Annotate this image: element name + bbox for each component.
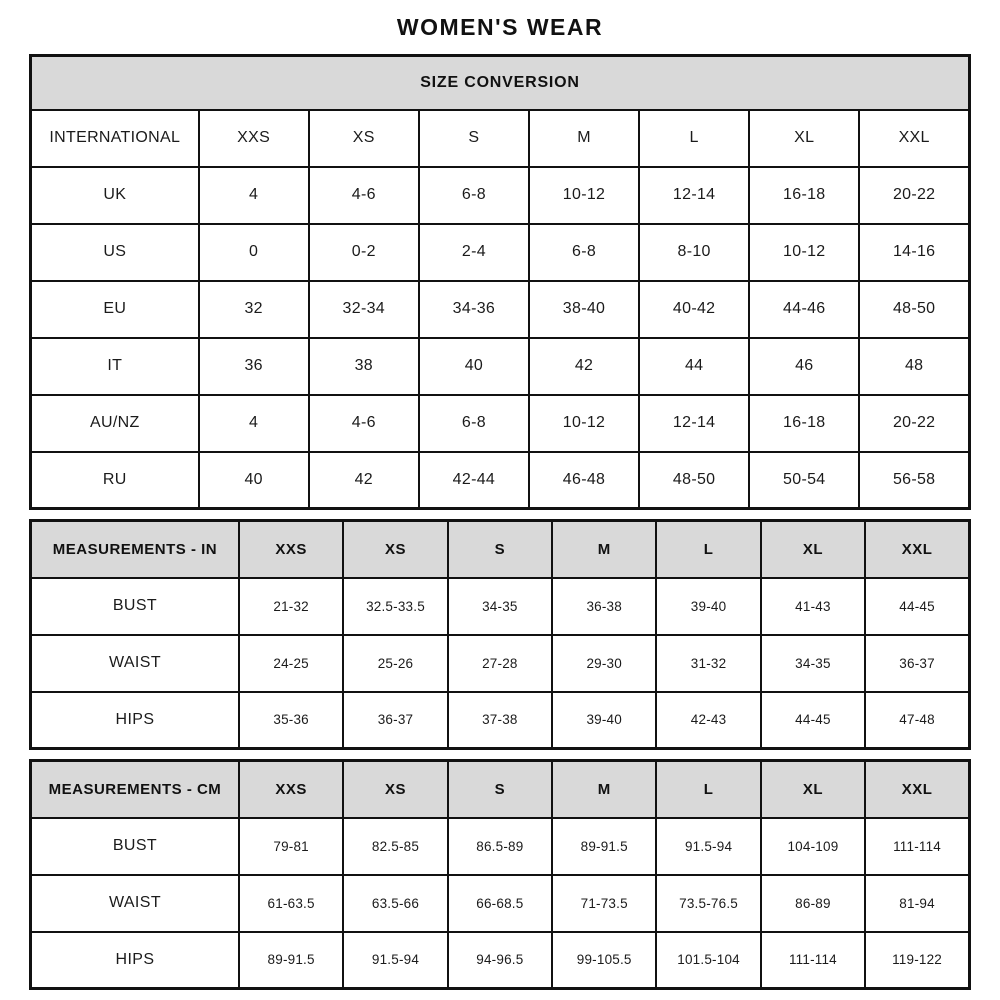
measurements-cm-cell-hips-l: 101.5-104 [656, 932, 760, 989]
measurements-cm-table [29, 759, 971, 990]
measurements-in-cell-hips-m: 39-40 [552, 692, 656, 749]
size-conversion-cell-au-nz-s: 6-8 [419, 395, 529, 452]
size-conversion-row-us [31, 224, 970, 281]
measurements-in-cell-hips-xxs: 35-36 [239, 692, 343, 749]
size-conversion-cell-ru-xl: 50-54 [749, 452, 859, 509]
size-conversion-cell-au-nz-xl: 16-18 [749, 395, 859, 452]
measurements-in-cell-waist-xl: 34-35 [761, 635, 865, 692]
size-conversion-cell-ru-xxs: 40 [199, 452, 309, 509]
size-conversion-cell-it-m: 42 [529, 338, 639, 395]
measurements-in-header-row [31, 521, 970, 578]
measurements-in-cell-hips-s: 37-38 [448, 692, 552, 749]
size-conversion-row-eu [31, 281, 970, 338]
measurements-cm-row-label-waist: WAIST [31, 875, 239, 932]
measurements-cm-cell-hips-xs: 91.5-94 [343, 932, 447, 989]
size-conversion-row-it [31, 338, 970, 395]
size-conversion-cell-au-nz-xs: 4-6 [309, 395, 419, 452]
size-conversion-column-header-m: M [529, 110, 639, 167]
measurements-cm-cell-hips-xxs: 89-91.5 [239, 932, 343, 989]
measurements-cm-cell-waist-xl: 86-89 [761, 875, 865, 932]
size-conversion-cell-ru-l: 48-50 [639, 452, 749, 509]
size-conversion-cell-uk-m: 10-12 [529, 167, 639, 224]
size-conversion-cell-us-xl: 10-12 [749, 224, 859, 281]
size-conversion-column-header-xxs: XXS [199, 110, 309, 167]
size-conversion-table [29, 54, 971, 510]
measurements-cm-cell-hips-xl: 111-114 [761, 932, 865, 989]
size-conversion-cell-eu-xs: 32-34 [309, 281, 419, 338]
size-conversion-banner-row [31, 56, 970, 110]
measurements-cm-cell-bust-xxl: 111-114 [865, 818, 969, 875]
size-conversion-banner: SIZE CONVERSION [31, 56, 970, 110]
measurements-in-column-header-xs: XS [343, 521, 447, 578]
measurements-in-cell-bust-xxl: 44-45 [865, 578, 969, 635]
measurements-in-cell-bust-xs: 32.5-33.5 [343, 578, 447, 635]
size-conversion-column-header-l: L [639, 110, 749, 167]
size-conversion-cell-au-nz-l: 12-14 [639, 395, 749, 452]
size-conversion-cell-eu-xl: 44-46 [749, 281, 859, 338]
measurements-cm-row-bust [31, 818, 970, 875]
size-conversion-cell-au-nz-xxl: 20-22 [859, 395, 969, 452]
size-conversion-cell-us-l: 8-10 [639, 224, 749, 281]
measurements-cm-column-header-measurements-cm: MEASUREMENTS - CM [31, 761, 239, 818]
measurements-cm-row-label-bust: BUST [31, 818, 239, 875]
measurements-in-row-bust [31, 578, 970, 635]
size-conversion-column-header-s: S [419, 110, 529, 167]
size-conversion-cell-us-xs: 0-2 [309, 224, 419, 281]
measurements-cm-column-header-xs: XS [343, 761, 447, 818]
size-conversion-cell-ru-xs: 42 [309, 452, 419, 509]
measurements-cm-cell-hips-xxl: 119-122 [865, 932, 969, 989]
size-conversion-cell-eu-m: 38-40 [529, 281, 639, 338]
measurements-in-column-header-xl: XL [761, 521, 865, 578]
size-conversion-row-label-uk: UK [31, 167, 199, 224]
measurements-in-column-header-measurements-in: MEASUREMENTS - IN [31, 521, 239, 578]
measurements-cm-cell-waist-xxl: 81-94 [865, 875, 969, 932]
measurements-in-column-header-xxl: XXL [865, 521, 969, 578]
measurements-cm-cell-bust-xl: 104-109 [761, 818, 865, 875]
size-conversion-cell-ru-xxl: 56-58 [859, 452, 969, 509]
size-conversion-row-label-it: IT [31, 338, 199, 395]
measurements-cm-header-row [31, 761, 970, 818]
measurements-cm-column-header-s: S [448, 761, 552, 818]
size-conversion-cell-us-m: 6-8 [529, 224, 639, 281]
size-conversion-row-ru [31, 452, 970, 509]
size-conversion-cell-it-xxl: 48 [859, 338, 969, 395]
measurements-cm-column-header-m: M [552, 761, 656, 818]
size-conversion-column-header-xl: XL [749, 110, 859, 167]
measurements-cm-cell-waist-s: 66-68.5 [448, 875, 552, 932]
measurements-in-column-header-m: M [552, 521, 656, 578]
measurements-in-cell-bust-m: 36-38 [552, 578, 656, 635]
size-conversion-row-label-ru: RU [31, 452, 199, 509]
size-conversion-row-uk [31, 167, 970, 224]
measurements-cm-column-header-xxs: XXS [239, 761, 343, 818]
measurements-cm-cell-bust-s: 86.5-89 [448, 818, 552, 875]
measurements-in-cell-waist-l: 31-32 [656, 635, 760, 692]
size-conversion-cell-it-l: 44 [639, 338, 749, 395]
size-conversion-row-au-nz [31, 395, 970, 452]
measurements-in-cell-bust-s: 34-35 [448, 578, 552, 635]
measurements-in-column-header-l: L [656, 521, 760, 578]
measurements-in-row-label-waist: WAIST [31, 635, 239, 692]
size-conversion-column-header-international: INTERNATIONAL [31, 110, 199, 167]
size-conversion-cell-us-xxs: 0 [199, 224, 309, 281]
measurements-cm-row-label-hips: HIPS [31, 932, 239, 989]
measurements-cm-cell-hips-s: 94-96.5 [448, 932, 552, 989]
size-conversion-cell-au-nz-xxs: 4 [199, 395, 309, 452]
measurements-in-cell-hips-xl: 44-45 [761, 692, 865, 749]
size-conversion-cell-uk-xxl: 20-22 [859, 167, 969, 224]
page-title: WOMEN'S WEAR [396, 14, 604, 40]
measurements-in-cell-hips-xxl: 47-48 [865, 692, 969, 749]
size-conversion-cell-uk-xxs: 4 [199, 167, 309, 224]
measurements-cm-cell-bust-xxs: 79-81 [239, 818, 343, 875]
measurements-cm-cell-waist-m: 71-73.5 [552, 875, 656, 932]
measurements-in-cell-hips-xs: 36-37 [343, 692, 447, 749]
size-conversion-cell-us-s: 2-4 [419, 224, 529, 281]
size-conversion-cell-uk-xl: 16-18 [749, 167, 859, 224]
measurements-in-cell-waist-xxs: 24-25 [239, 635, 343, 692]
size-conversion-cell-us-xxl: 14-16 [859, 224, 969, 281]
size-conversion-cell-eu-s: 34-36 [419, 281, 529, 338]
size-conversion-cell-it-xxs: 36 [199, 338, 309, 395]
size-conversion-row-label-eu: EU [31, 281, 199, 338]
measurements-in-row-hips [31, 692, 970, 749]
size-conversion-cell-uk-xs: 4-6 [309, 167, 419, 224]
size-conversion-cell-eu-l: 40-42 [639, 281, 749, 338]
measurements-cm-cell-hips-m: 99-105.5 [552, 932, 656, 989]
size-conversion-row-label-us: US [31, 224, 199, 281]
measurements-in-cell-waist-m: 29-30 [552, 635, 656, 692]
size-conversion-column-header-xs: XS [309, 110, 419, 167]
measurements-in-column-header-xxs: XXS [239, 521, 343, 578]
size-conversion-header-row [31, 110, 970, 167]
size-conversion-cell-eu-xxs: 32 [199, 281, 309, 338]
measurements-cm-cell-waist-l: 73.5-76.5 [656, 875, 760, 932]
measurements-in-row-label-bust: BUST [31, 578, 239, 635]
size-conversion-row-label-au-nz: AU/NZ [31, 395, 199, 452]
size-conversion-cell-ru-m: 46-48 [529, 452, 639, 509]
size-conversion-cell-ru-s: 42-44 [419, 452, 529, 509]
measurements-cm-cell-bust-xs: 82.5-85 [343, 818, 447, 875]
measurements-in-row-waist [31, 635, 970, 692]
measurements-cm-row-hips [31, 932, 970, 989]
measurements-cm-cell-waist-xxs: 61-63.5 [239, 875, 343, 932]
size-conversion-cell-eu-xxl: 48-50 [859, 281, 969, 338]
measurements-cm-cell-waist-xs: 63.5-66 [343, 875, 447, 932]
size-conversion-cell-it-xs: 38 [309, 338, 419, 395]
measurements-in-column-header-s: S [448, 521, 552, 578]
measurements-in-cell-waist-xs: 25-26 [343, 635, 447, 692]
measurements-cm-column-header-xl: XL [761, 761, 865, 818]
measurements-in-cell-bust-xxs: 21-32 [239, 578, 343, 635]
size-conversion-cell-uk-s: 6-8 [419, 167, 529, 224]
measurements-in-cell-hips-l: 42-43 [656, 692, 760, 749]
size-conversion-cell-au-nz-m: 10-12 [529, 395, 639, 452]
size-conversion-cell-it-xl: 46 [749, 338, 859, 395]
size-conversion-cell-uk-l: 12-14 [639, 167, 749, 224]
size-conversion-column-header-xxl: XXL [859, 110, 969, 167]
measurements-cm-column-header-l: L [656, 761, 760, 818]
measurements-in-row-label-hips: HIPS [31, 692, 239, 749]
measurements-in-cell-waist-xxl: 36-37 [865, 635, 969, 692]
measurements-cm-cell-bust-l: 91.5-94 [656, 818, 760, 875]
measurements-in-cell-bust-xl: 41-43 [761, 578, 865, 635]
measurements-in-table [29, 519, 971, 750]
measurements-in-cell-bust-l: 39-40 [656, 578, 760, 635]
size-conversion-cell-it-s: 40 [419, 338, 529, 395]
measurements-cm-cell-bust-m: 89-91.5 [552, 818, 656, 875]
measurements-cm-column-header-xxl: XXL [865, 761, 969, 818]
measurements-cm-row-waist [31, 875, 970, 932]
measurements-in-cell-waist-s: 27-28 [448, 635, 552, 692]
